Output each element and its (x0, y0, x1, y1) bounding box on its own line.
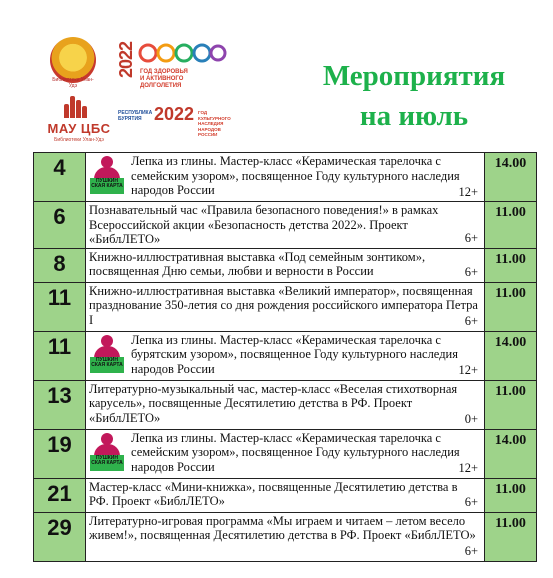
event-description: Книжно-иллюстративная выставка «Под семейным зонтиком», посвященная Дню семьи, любви и верности в России (89, 249, 426, 278)
event-date: 29 (34, 512, 86, 561)
events-table (33, 152, 537, 562)
event-date: 11 (34, 331, 86, 380)
event-description-cell (86, 429, 485, 478)
age-rating: 12+ (458, 461, 478, 475)
age-rating: 0+ (464, 412, 478, 426)
pushkin-card-icon (90, 156, 124, 194)
event-description: Мастер-класс «Мини-книжка», посвященные Десятилетию детства в РФ. Проект «БиблЛЕТО» (89, 479, 458, 508)
age-rating: 12+ (458, 184, 478, 199)
event-description: Лепка из глины. Мастер-класс «Керамическая тарелочка с семейским узором», посвященное Году культурного наследия народов России (131, 154, 460, 197)
event-time: 14.00 (485, 429, 537, 478)
event-description: Книжно-иллюстративная выставка «Великий император», посвященная празднование 350-летия со дня рождения российского императора Петра I (89, 283, 478, 327)
event-time: 14.00 (485, 153, 537, 202)
republic-caption: РЕСПУБЛИКА БУРЯТИЯ (118, 110, 153, 122)
age-rating: 6+ (464, 265, 478, 279)
page-title: Мероприятия на июль (322, 60, 506, 132)
age-rating: 6+ (464, 495, 478, 509)
event-description: Лепка из глины. Мастер-класс «Керамическая тарелочка с бурятским узором», посвященное Году культурного наследия народов России (131, 332, 458, 376)
event-time: 11.00 (485, 478, 537, 512)
sport-rings-icon (138, 42, 228, 64)
event-description-cell (86, 248, 485, 282)
event-row (34, 153, 537, 202)
event-description-cell (86, 153, 485, 202)
event-date: 6 (34, 202, 86, 249)
event-description: Лепка из глины. Мастер-класс «Керамическая тарелочка с семейским узором», посвященное Году культурного наследия народов России (131, 430, 460, 474)
event-description: Литературно-музыкальный час, мастер-класс «Веселая стихотворная карусель», посвященные Десятилетию детства в РФ. Проект «БиблЛЕТО» (89, 381, 458, 425)
library-emblem-logo (50, 37, 96, 89)
event-time: 14.00 (485, 331, 537, 380)
age-rating: 12+ (458, 363, 478, 377)
event-time: 11.00 (485, 248, 537, 282)
year-of-health-logo (116, 42, 234, 90)
event-description-cell (86, 202, 485, 249)
event-row (34, 202, 537, 249)
event-row (34, 248, 537, 282)
event-date: 11 (34, 282, 86, 331)
pushkin-card-label: ПУШКИН СКАЯ КАРТА (90, 455, 124, 471)
event-date: 8 (34, 248, 86, 282)
event-time: 11.00 (485, 202, 537, 249)
event-description: Познавательный час «Правила безопасного поведения!» в рамках Всероссийской акции «Безопасность детства 2022». Проект «БиблЛЕТО» (89, 203, 439, 246)
pushkin-card-icon (90, 335, 124, 373)
event-row (34, 331, 537, 380)
republic-heritage-logo (118, 104, 234, 144)
event-row (34, 282, 537, 331)
mau-cbs-logo (46, 96, 112, 144)
event-date: 13 (34, 380, 86, 429)
books-icon (64, 96, 88, 118)
pushkin-card-label: ПУШКИН СКАЯ КАРТА (90, 178, 124, 194)
year-of-health-number: 2022 (116, 42, 136, 79)
year-of-health-caption: ГОД ЗДОРОВЬЯ И АКТИВНОГО ДОЛГОЛЕТИЯ (140, 69, 188, 89)
event-row (34, 429, 537, 478)
heritage-year-number: 2022 (154, 104, 195, 124)
mau-cbs-subtitle: Библиотеки Улан-Удэ (54, 137, 104, 143)
heritage-year-caption: ГОД КУЛЬТУРНОГО НАСЛЕДИЯ НАРОДОВ РОССИИ (198, 110, 231, 137)
event-row (34, 380, 537, 429)
age-rating: 6+ (464, 231, 478, 245)
event-description-cell (86, 380, 485, 429)
event-row (34, 512, 537, 561)
event-row (34, 478, 537, 512)
event-time: 11.00 (485, 380, 537, 429)
logos-block (44, 34, 234, 146)
event-date: 4 (34, 153, 86, 202)
age-rating: 6+ (464, 314, 478, 328)
event-time: 11.00 (485, 282, 537, 331)
event-time: 11.00 (485, 512, 537, 561)
emblem-caption: Библиотеки Улан-Удэ (52, 77, 94, 89)
pushkin-card-label: ПУШКИН СКАЯ КАРТА (90, 357, 124, 373)
pushkin-card-icon (90, 433, 124, 471)
event-date: 19 (34, 429, 86, 478)
event-description: Литературно-игровая программа «Мы играем и читаем – летом весело живем!», посвященная Десятилетию детства в РФ. Проект «БиблЛЕТО» (89, 513, 476, 542)
mau-cbs-title: МАУ ЦБС (47, 121, 111, 136)
event-description-cell (86, 512, 485, 561)
event-description-cell (86, 331, 485, 380)
event-description-cell (86, 478, 485, 512)
event-description-cell (86, 282, 485, 331)
age-rating: 6+ (464, 544, 478, 558)
event-date: 21 (34, 478, 86, 512)
